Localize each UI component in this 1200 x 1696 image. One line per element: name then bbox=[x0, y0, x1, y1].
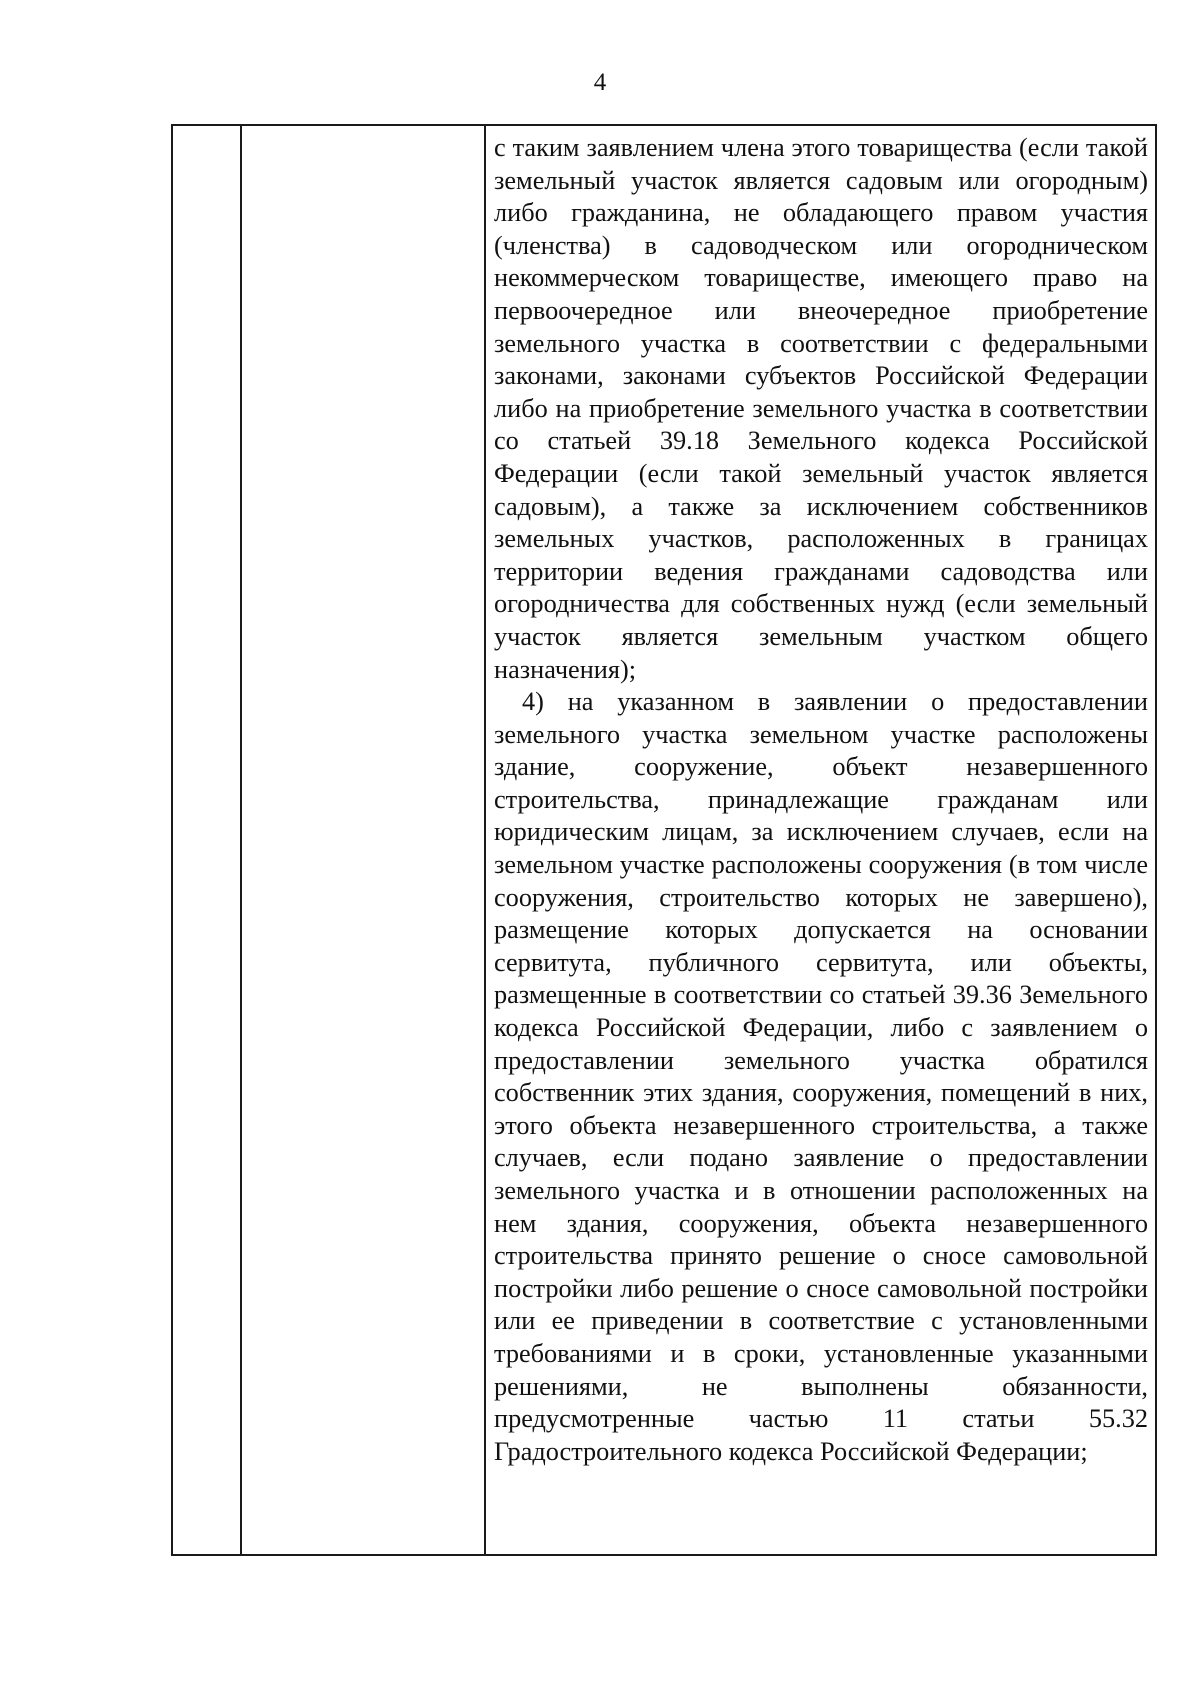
text-line: участков, расположенных в границах территории bbox=[494, 524, 1148, 586]
text-line: или внеочередное приобретение земельного участка bbox=[494, 295, 1148, 358]
text-line: ведения гражданами садоводства или огородничества bbox=[494, 556, 1149, 619]
text-line: и в сроки, установленные указанными решениями, bbox=[494, 1338, 1149, 1401]
text-line: 4) на указанном в заявлении о предоставлении bbox=[522, 687, 1148, 717]
table-cell-name bbox=[242, 126, 484, 1554]
text-paragraph bbox=[494, 132, 1148, 686]
text-line: в соответствии с федеральными законами, законами bbox=[494, 328, 1149, 391]
column-divider bbox=[484, 126, 486, 1554]
text-line: Российской Федерации; bbox=[820, 1436, 1088, 1466]
text-line: или юридическим лицам, за исключением случаев, bbox=[494, 784, 1148, 847]
text-line: в соответствие с установленными требованиями bbox=[494, 1306, 1149, 1368]
text-line: а также случаев, если подано заявление bbox=[494, 1110, 1149, 1173]
text-line: участок является садовым), bbox=[494, 458, 1148, 521]
text-line: если на земельном участке расположены сооружения bbox=[494, 817, 1148, 880]
column-divider bbox=[240, 126, 242, 1554]
text-line: является земельным участком общего назначения); bbox=[494, 621, 1148, 684]
text-line: или объекты, размещенные в соответствии bbox=[494, 947, 1149, 1010]
page-number: 4 bbox=[593, 69, 607, 96]
text-paragraph bbox=[494, 686, 1148, 1468]
text-line: субъектов Российской Федерации bbox=[744, 361, 1148, 391]
text-line: земельного участка земельном участке расположены bbox=[494, 719, 1148, 749]
document-table bbox=[171, 124, 1157, 1556]
text-line: либо на приобретение земельного участка bbox=[494, 393, 972, 423]
text-line: о предоставлении земельного участка и в отношении bbox=[494, 1143, 1148, 1205]
text-line: или огородным) либо гражданина, не обладающего bbox=[494, 165, 1148, 228]
text-line: правом участия (членства) в садоводческом bbox=[494, 198, 1148, 260]
text-line: для собственных нужд (если земельный участок bbox=[494, 589, 1148, 651]
text-line: этих здания, сооружения, помещений в них, этого bbox=[494, 1078, 1148, 1140]
text-line: расположенных на нем здания, сооружения, объекта bbox=[494, 1176, 1149, 1238]
table-cell-text bbox=[494, 132, 1148, 1468]
text-line: не выполнены обязанности, предусмотренные bbox=[494, 1371, 1149, 1434]
text-line: а также за исключением собственников земельных bbox=[494, 491, 1148, 554]
text-line: о сносе самовольной постройки или ее приведении bbox=[494, 1273, 1148, 1336]
text-line: в соответствии со статьей 39.18 Земельного кодекса bbox=[494, 393, 1148, 456]
text-line: (если такой земельный участок является садовым bbox=[494, 133, 1148, 195]
text-line: не завершено), размещение которых допускается bbox=[494, 882, 1149, 945]
text-line: земельного участка обратился собственник bbox=[494, 1045, 1148, 1108]
text-line: строительства, принадлежащие гражданам bbox=[494, 784, 1059, 814]
text-line: на основании сервитута, публичного сервитута, bbox=[494, 915, 1149, 977]
text-line: со статьей 39.36 Земельного кодекса Российской bbox=[494, 980, 1148, 1043]
text-line: здание, сооружение, объект незавершенного bbox=[494, 752, 1148, 782]
text-line: (в том числе сооружения, строительство которых bbox=[494, 850, 1148, 912]
text-line: незавершенного строительства принято решение bbox=[494, 1208, 1148, 1271]
text-line: о сносе самовольной постройки либо решение bbox=[494, 1241, 1148, 1303]
table-cell-number bbox=[173, 126, 240, 1554]
text-line: Российской Федерации (если такой земельный bbox=[494, 426, 1148, 488]
text-line: Федерации, либо с заявлением о предоставлении bbox=[494, 1013, 1148, 1075]
text-line: объекта незавершенного строительства, bbox=[569, 1110, 1038, 1140]
text-line: имеющего право на первоочередное bbox=[494, 263, 1148, 325]
text-line: частью 11 статьи 55.32 Градостроительного кодекса bbox=[494, 1404, 1148, 1466]
text-line: с таким заявлением члена этого товарищества bbox=[494, 133, 1013, 162]
text-line: или огородническом некоммерческом товариществе, bbox=[494, 230, 1148, 293]
